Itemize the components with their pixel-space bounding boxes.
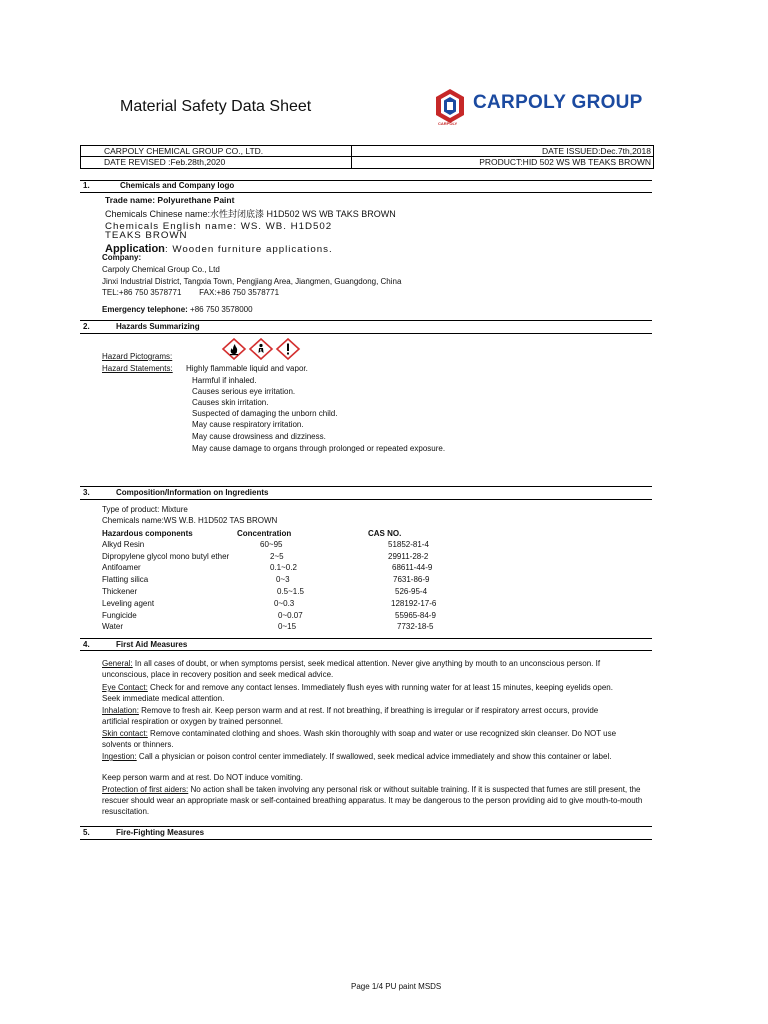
document-title: Material Safety Data Sheet bbox=[120, 98, 312, 115]
skin-contact-text: Remove contaminated clothing and shoes. Wash skin thoroughly with soap and water or use recognized skin cleanser. Do NOT use solvents or thinners. bbox=[102, 729, 617, 750]
section-number: 3. bbox=[83, 488, 90, 497]
header-info-table bbox=[80, 145, 654, 169]
section-divider bbox=[80, 650, 652, 651]
ingredient-concentration: 60~95 bbox=[260, 540, 283, 549]
product-cell: PRODUCT:HID 502 WS WB TEAKS BROWN bbox=[479, 157, 651, 167]
first-aid-general bbox=[102, 658, 627, 680]
emergency-line bbox=[102, 299, 253, 317]
hazard-statement: Highly flammable liquid and vapor. bbox=[186, 364, 308, 373]
first-aid-eye-contact bbox=[102, 682, 627, 704]
ingredient-concentration: 0.5~1.5 bbox=[277, 587, 304, 596]
ingredient-cas: 29911-28-2 bbox=[388, 552, 429, 561]
section-divider bbox=[80, 192, 652, 193]
section-divider bbox=[80, 839, 652, 840]
health-hazard-pictogram-icon bbox=[247, 338, 275, 360]
logo-subtext: CARPOLY bbox=[438, 121, 458, 126]
ingredient-name: Water bbox=[102, 622, 124, 631]
section-number: 1. bbox=[83, 181, 90, 190]
section-title: Fire-Fighting Measures bbox=[116, 828, 205, 837]
ingredient-name: Antifoamer bbox=[102, 563, 141, 572]
ingredient-name: Dipropylene glycol mono butyl ether bbox=[102, 552, 230, 561]
section-title: Composition/Information on Ingredients bbox=[116, 488, 269, 497]
general-label: General: bbox=[102, 659, 133, 668]
hazard-statement: May cause damage to organs through prolonged or repeated exposure. bbox=[192, 444, 446, 453]
ingredient-cas: 68611-44-9 bbox=[392, 563, 433, 572]
first-aid-skin-contact bbox=[102, 728, 627, 750]
company-name-cell: CARPOLY CHEMICAL GROUP CO., LTD. bbox=[104, 146, 264, 156]
col-header-concentration: Concentration bbox=[237, 529, 292, 538]
first-aid-ingestion bbox=[102, 751, 627, 762]
company-label: Company: bbox=[102, 253, 142, 262]
ingredient-name: Flatting silica bbox=[102, 575, 149, 584]
section-divider bbox=[80, 486, 652, 487]
hazard-statement: Causes serious eye irritation. bbox=[192, 387, 296, 396]
logo-text: CARPOLY GROUP bbox=[473, 92, 643, 113]
company-name: Carpoly Chemical Group Co., Ltd bbox=[102, 265, 220, 274]
company-address: Jinxi Industrial District, Tangxia Town, Pengjiang Area, Jiangmen, Guangdong, China bbox=[102, 277, 402, 286]
ingredient-concentration: 0.1~0.2 bbox=[270, 563, 297, 572]
general-text: In all cases of doubt, or when symptoms persist, seek medical attention. Never give anything by mouth to an unconscious person. If unconscious, place in recovery position and seek medical advice. bbox=[102, 659, 601, 680]
protection-label: Protection of first aiders: bbox=[102, 785, 189, 794]
protection-text: No action shall be taken involving any personal risk or without suitable training. If it is suspected that fumes are still present, the rescuer should wear an appropriate mask or self-contained breathing apparatus. It may be dangerous to the person providing aid to give mouth-to-mouth resuscitation. bbox=[102, 785, 643, 817]
ingredient-cas: 7732-18-5 bbox=[397, 622, 434, 631]
page-footer: Page 1/4 PU paint MSDS bbox=[351, 982, 442, 991]
keep-warm-text: Keep person warm and at rest. Do NOT induce vomiting. bbox=[102, 773, 303, 782]
section-number: 5. bbox=[83, 828, 90, 837]
chinese-name: Chemicals Chinese name:水性封闭底漆 H1D502 WS WB TAKS BROWN bbox=[105, 209, 396, 219]
hazard-statements-label: Hazard Statements: bbox=[102, 364, 173, 373]
eye-contact-text: Check for and remove any contact lenses. Immediately flush eyes with running water for at least 15 minutes, keeping eyelids open. Seek immediate medical attention. bbox=[102, 683, 613, 704]
ingredient-concentration: 0~0.3 bbox=[274, 599, 295, 608]
section-number: 2. bbox=[83, 322, 90, 331]
ingredient-concentration: 2~5 bbox=[270, 552, 284, 561]
ingredient-cas: 7631-86-9 bbox=[393, 575, 430, 584]
application-label: Application bbox=[105, 243, 165, 255]
date-revised-cell: DATE REVISED :Feb.28th,2020 bbox=[104, 157, 226, 167]
ingredient-name: Leveling agent bbox=[102, 599, 155, 608]
eye-contact-label: Eye Contact: bbox=[102, 683, 148, 692]
ingredient-concentration: 0~15 bbox=[278, 622, 297, 631]
hazard-statement: May cause respiratory irritation. bbox=[192, 420, 304, 429]
application-value: : Wooden furniture applications. bbox=[164, 244, 333, 254]
emergency-label: Emergency telephone: bbox=[102, 305, 188, 314]
ingredient-cas: 55965-84-9 bbox=[395, 611, 436, 620]
skin-contact-label: Skin contact: bbox=[102, 729, 148, 738]
hazard-statement: Causes skin irritation. bbox=[192, 398, 269, 407]
ingredient-name: Fungicide bbox=[102, 611, 137, 620]
inhalation-label: Inhalation: bbox=[102, 706, 139, 715]
hazard-statement: Harmful if inhaled. bbox=[192, 376, 257, 385]
emergency-phone: +86 750 3578000 bbox=[187, 305, 253, 314]
ingredient-concentration: 0~3 bbox=[276, 575, 290, 584]
ingredient-cas: 128192-17-6 bbox=[391, 599, 437, 608]
flammable-pictogram-icon bbox=[220, 338, 248, 360]
ingestion-text: Call a physician or poison control center immediately. If swallowed, seek medical advice immediately and show this container or label. bbox=[136, 752, 612, 761]
first-aid-inhalation bbox=[102, 705, 627, 727]
first-aid-protection bbox=[102, 784, 647, 818]
col-header-component: Hazardous components bbox=[102, 529, 193, 538]
ingredient-cas: 526-95-4 bbox=[395, 587, 428, 596]
col-header-cas: CAS NO. bbox=[368, 529, 402, 538]
date-issued-cell: DATE ISSUED:Dec.7th,2018 bbox=[542, 146, 651, 156]
english-name-line-1: Chemicals English name: WS. WB. H1D502 bbox=[105, 221, 333, 231]
hazard-statement: Suspected of damaging the unborn child. bbox=[192, 409, 338, 418]
trade-name: Trade name: Polyurethane Paint bbox=[105, 195, 235, 205]
section-divider bbox=[80, 333, 652, 334]
section-title: Chemicals and Company logo bbox=[120, 181, 235, 190]
product-type: Type of product: Mixture bbox=[102, 505, 188, 514]
section-divider bbox=[80, 826, 652, 827]
inhalation-text: Remove to fresh air. Keep person warm and at rest. If not breathing, if breathing is irregular or if respiratory arrest occurs, provide artificial respiration or oxygen by trained personnel. bbox=[102, 706, 599, 727]
carpoly-logo-icon bbox=[434, 88, 466, 124]
hazard-statement: May cause drowsiness and dizziness. bbox=[192, 432, 326, 441]
ingredient-concentration: 0~0.07 bbox=[278, 611, 303, 620]
english-name-line-2: TEAKS BROWN bbox=[105, 230, 188, 240]
hazard-pictograms-label: Hazard Pictograms: bbox=[102, 352, 173, 361]
ingredient-name: Thickener bbox=[102, 587, 138, 596]
section-divider bbox=[80, 638, 652, 639]
section-title: Hazards Summarizing bbox=[116, 322, 200, 331]
section-divider bbox=[80, 499, 652, 500]
ingredient-name: Alkyd Resin bbox=[102, 540, 145, 549]
section-number: 4. bbox=[83, 640, 90, 649]
tel-fax: TEL:+86 750 3578771 FAX:+86 750 3578771 bbox=[102, 288, 280, 297]
section-title: First Aid Measures bbox=[116, 640, 188, 649]
ingestion-label: Ingestion: bbox=[102, 752, 137, 761]
section-divider bbox=[80, 320, 652, 321]
exclamation-pictogram-icon bbox=[274, 338, 302, 360]
chemicals-name: Chemicals name:WS W.B. H1D502 TAS BROWN bbox=[102, 516, 278, 525]
ingredient-cas: 51852-81-4 bbox=[388, 540, 429, 549]
